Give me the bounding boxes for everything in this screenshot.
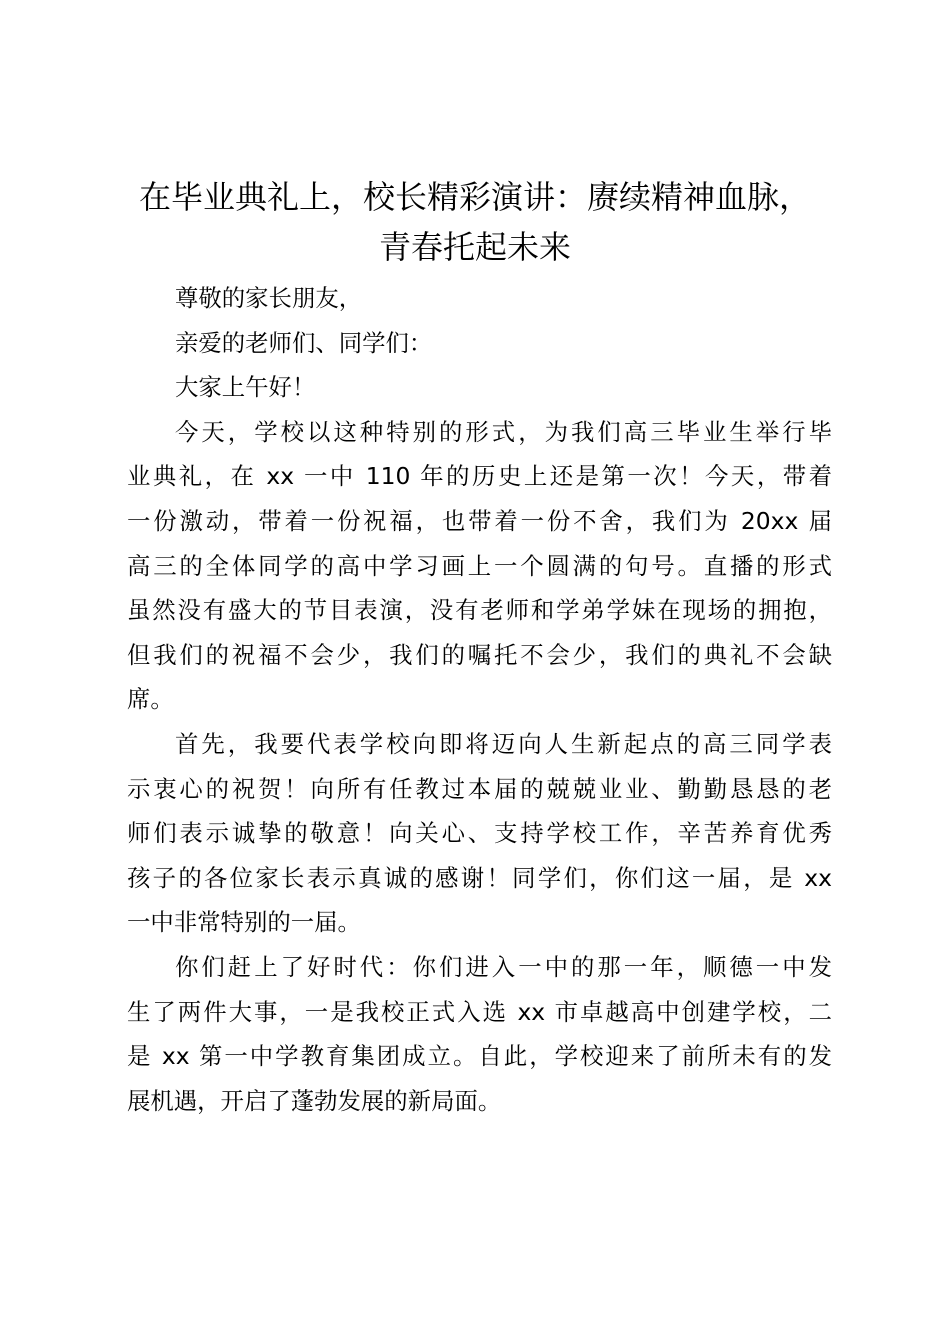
salutation-parents (127, 276, 832, 321)
greeting (127, 365, 832, 410)
text-line: 高三的全体同学的高中学习画上一个圆满的句号。直播的形式 (127, 551, 832, 580)
text-line: 今天，学校以这种特别的形式，为我们高三毕业生举行毕 (175, 417, 832, 446)
text-line: 尊敬的家长朋友， (175, 284, 363, 312)
text-line: 业典礼，在 xx 一中 110 年的历史上还是第一次！今天，带着 (127, 462, 832, 491)
text-line: 师们表示诚挚的敬意！向关心、支持学校工作，辛苦养育优秀 (127, 819, 832, 848)
text-line: 但我们的祝福不会少，我们的嘱托不会少，我们的典礼不会缺 (127, 640, 832, 669)
text-line: 席。 (127, 685, 174, 714)
text-line: 一中非常特别的一届。 (127, 908, 361, 937)
salutation-teachers-students (127, 321, 832, 366)
text-line: 虽然没有盛大的节目表演，没有老师和学弟学妹在现场的拥抱， (127, 596, 832, 625)
text-line: 首先，我要代表学校向即将迈向人生新起点的高三同学表 (175, 729, 832, 758)
document-body (127, 276, 832, 1123)
document-title (110, 172, 840, 272)
paragraph-good-times (127, 945, 832, 1123)
text-line: 一份激动，带着一份祝福，也带着一份不舍，我们为 20xx 届 (127, 506, 832, 535)
text-line: 孩子的各位家长表示真诚的感谢！同学们，你们这一届，是 xx (127, 863, 832, 892)
text-line: 你们赶上了好时代：你们进入一中的那一年，顺德一中发 (175, 952, 832, 981)
paragraph-today (127, 410, 832, 722)
text-line: 是 xx 第一中学教育集团成立。自此，学校迎来了前所未有的发 (127, 1042, 832, 1071)
paragraph-first (127, 722, 832, 945)
text-line: 生了两件大事，一是我校正式入选 xx 市卓越高中创建学校，二 (127, 997, 832, 1026)
text-line: 亲爱的老师们、同学们： (175, 328, 433, 357)
title-line-1: 在毕业典礼上，校长精彩演讲：赓续精神血脉， (138, 178, 811, 216)
text-line: 示衷心的祝贺！向所有任教过本届的兢兢业业、勤勤恳恳的老 (127, 774, 832, 803)
text-line: 大家上午好！ (175, 373, 316, 402)
text-line: 展机遇，开启了蓬勃发展的新局面。 (127, 1086, 502, 1115)
title-line-2: 青春托起未来 (378, 228, 571, 266)
